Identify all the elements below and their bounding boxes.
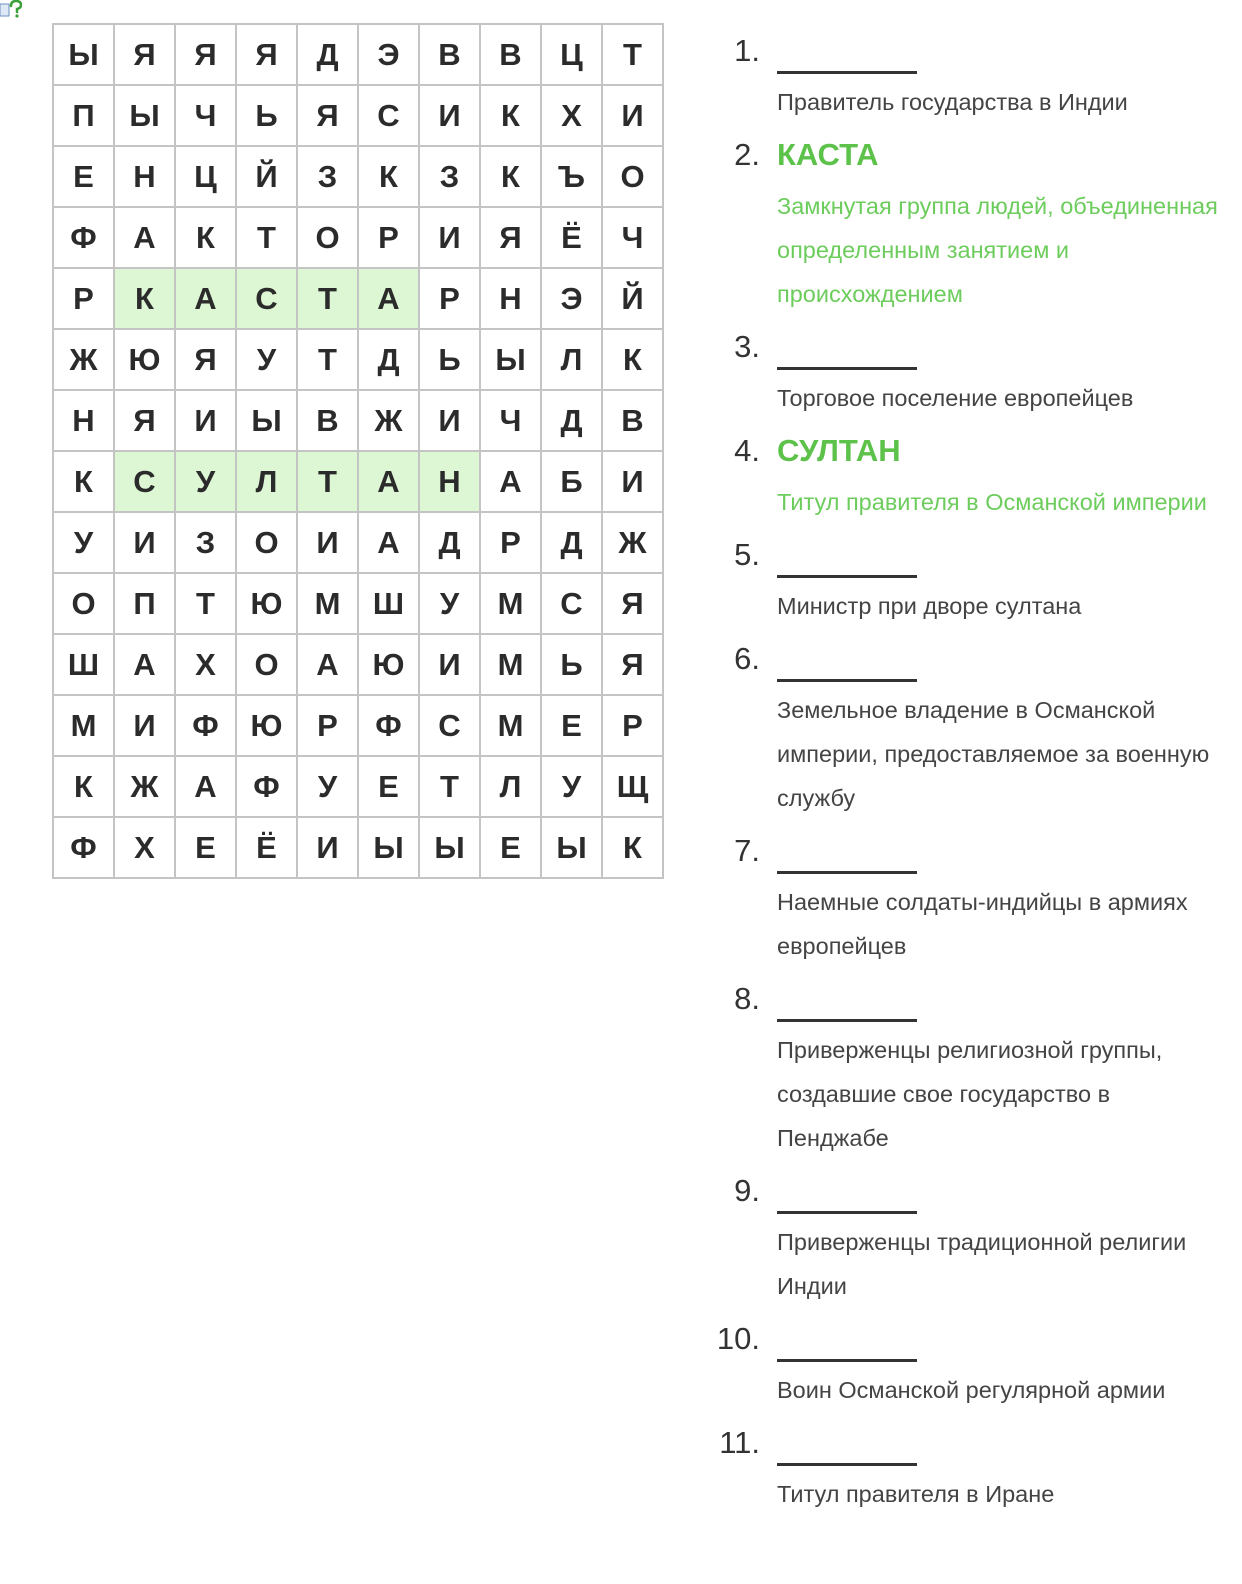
word-search-grid (52, 23, 664, 879)
grid-cell[interactable]: Х (114, 817, 175, 878)
clue-item (700, 976, 1220, 1160)
grid-cell[interactable]: О (602, 146, 663, 207)
answer-blank[interactable] (777, 28, 917, 74)
grid-cell[interactable]: У (297, 756, 358, 817)
grid-cell[interactable]: Ф (236, 756, 297, 817)
grid-cell[interactable]: Ф (175, 695, 236, 756)
grid-cell[interactable]: Ф (358, 695, 419, 756)
grid-cell[interactable]: А (175, 756, 236, 817)
grid-cell[interactable]: Ц (175, 146, 236, 207)
answer-blank[interactable] (777, 1316, 917, 1362)
grid-cell[interactable]: Я (175, 329, 236, 390)
clue-definition: Земельное владение в Османской империи, предоставляемое за военную службу (777, 697, 1210, 811)
grid-cell[interactable]: К (602, 817, 663, 878)
grid-cell-highlighted[interactable]: Л (236, 451, 297, 512)
answer-blank[interactable] (777, 828, 917, 874)
answer-blank[interactable] (777, 532, 917, 578)
grid-row (53, 329, 663, 390)
grid-cell[interactable]: В (419, 24, 480, 85)
clue-item (700, 324, 1220, 420)
grid-cell[interactable]: Д (541, 512, 602, 573)
grid-cell-highlighted[interactable]: Т (297, 451, 358, 512)
grid-cell[interactable]: Ф (53, 207, 114, 268)
grid-cell[interactable]: Я (297, 85, 358, 146)
grid-cell[interactable]: Ю (114, 329, 175, 390)
grid-cell[interactable]: П (53, 85, 114, 146)
grid-cell[interactable]: Ы (53, 24, 114, 85)
grid-cell[interactable]: И (602, 451, 663, 512)
grid-cell-highlighted[interactable]: Н (419, 451, 480, 512)
grid-row (53, 207, 663, 268)
grid-cell[interactable]: В (297, 390, 358, 451)
grid-cell[interactable]: Д (358, 329, 419, 390)
clue-item (700, 132, 1220, 316)
clue-definition: Правитель государства в Индии (777, 89, 1128, 115)
grid-cell[interactable]: Я (114, 24, 175, 85)
answer-blank[interactable] (777, 976, 917, 1022)
clue-definition: Воин Османской регулярной армии (777, 1377, 1166, 1403)
grid-cell[interactable]: И (602, 85, 663, 146)
clue-definition: Замкнутая группа людей, объединенная определенным занятием и происхождением (777, 193, 1218, 307)
grid-cell[interactable]: Д (541, 390, 602, 451)
grid-cell[interactable]: Ж (358, 390, 419, 451)
grid-cell[interactable]: М (480, 634, 541, 695)
grid-cell[interactable]: Ш (53, 634, 114, 695)
grid-cell[interactable]: С (419, 695, 480, 756)
clue-number: 2. (734, 137, 760, 172)
grid-cell[interactable]: Я (602, 573, 663, 634)
clue-item (700, 28, 1220, 124)
grid-cell[interactable]: Ъ (541, 146, 602, 207)
grid-row (53, 634, 663, 695)
clue-definition: Приверженцы традиционной религии Индии (777, 1229, 1187, 1299)
clue-answer: СУЛТАН (777, 433, 901, 468)
grid-cell[interactable]: Ц (541, 24, 602, 85)
grid-cell[interactable]: К (480, 85, 541, 146)
grid-row (53, 695, 663, 756)
grid-cell[interactable]: Е (53, 146, 114, 207)
grid-cell[interactable]: С (541, 573, 602, 634)
grid-cell[interactable]: Ж (53, 329, 114, 390)
grid-cell[interactable]: М (53, 695, 114, 756)
clue-definition: Титул правителя в Иране (777, 1481, 1055, 1507)
clue-number: 1. (734, 33, 760, 68)
grid-cell[interactable]: И (419, 634, 480, 695)
grid-cell[interactable]: З (175, 512, 236, 573)
grid-cell[interactable]: Ё (541, 207, 602, 268)
grid-cell[interactable]: Ю (236, 695, 297, 756)
grid-row (53, 85, 663, 146)
grid-cell[interactable]: И (419, 207, 480, 268)
grid-row (53, 24, 663, 85)
clue-number: 11. (719, 1425, 760, 1460)
grid-cell[interactable]: Ы (541, 817, 602, 878)
grid-cell[interactable]: Я (114, 390, 175, 451)
clue-answer: КАСТА (777, 137, 879, 172)
grid-cell-highlighted[interactable]: С (236, 268, 297, 329)
clue-definition: Министр при дворе султана (777, 593, 1082, 619)
grid-cell[interactable]: Ч (480, 390, 541, 451)
clue-number: 10. (716, 1321, 760, 1356)
grid-row (53, 146, 663, 207)
grid-cell[interactable]: Е (175, 817, 236, 878)
grid-cell[interactable]: Ы (358, 817, 419, 878)
grid-cell-highlighted[interactable]: У (175, 451, 236, 512)
clue-item (700, 636, 1220, 820)
grid-row (53, 756, 663, 817)
clue-number: 8. (734, 981, 760, 1016)
grid-cell[interactable]: Т (175, 573, 236, 634)
grid-cell[interactable]: Э (358, 24, 419, 85)
grid-cell[interactable]: О (236, 512, 297, 573)
clue-number: 9. (734, 1173, 760, 1208)
grid-row (53, 451, 663, 512)
grid-cell-highlighted[interactable]: А (358, 268, 419, 329)
grid-cell[interactable]: К (602, 329, 663, 390)
clue-item (700, 1316, 1220, 1412)
grid-cell[interactable]: У (541, 756, 602, 817)
grid-cell[interactable]: Ь (541, 634, 602, 695)
grid-cell[interactable]: Р (53, 268, 114, 329)
grid-cell[interactable]: Т (419, 756, 480, 817)
clue-number: 5. (734, 537, 760, 572)
grid-cell[interactable]: О (297, 207, 358, 268)
grid-cell[interactable]: И (297, 817, 358, 878)
grid-cell[interactable]: Ы (114, 85, 175, 146)
clue-definition: Наемные солдаты-индийцы в армиях европейцев (777, 889, 1188, 959)
grid-cell[interactable]: А (114, 207, 175, 268)
grid-cell[interactable]: А (114, 634, 175, 695)
grid-row (53, 390, 663, 451)
grid-cell[interactable]: К (53, 756, 114, 817)
grid-cell[interactable]: Ы (236, 390, 297, 451)
clue-number: 7. (734, 833, 760, 868)
grid-cell[interactable]: Ю (358, 634, 419, 695)
grid-cell-highlighted[interactable]: К (114, 268, 175, 329)
grid-cell[interactable]: Ы (480, 329, 541, 390)
grid-cell[interactable]: К (175, 207, 236, 268)
grid-row (53, 512, 663, 573)
grid-cell[interactable]: Ю (236, 573, 297, 634)
grid-cell[interactable]: Е (480, 817, 541, 878)
grid-cell[interactable]: Ё (236, 817, 297, 878)
clue-number: 6. (734, 641, 760, 676)
grid-cell[interactable]: В (602, 390, 663, 451)
grid-cell[interactable]: О (236, 634, 297, 695)
grid-cell[interactable]: У (419, 573, 480, 634)
grid-cell[interactable]: Ь (236, 85, 297, 146)
clue-definition: Приверженцы религиозной группы, создавшие свое государство в Пенджабе (777, 1037, 1163, 1151)
grid-cell[interactable]: Ч (602, 207, 663, 268)
answer-blank[interactable] (777, 636, 917, 682)
grid-cell[interactable]: И (114, 512, 175, 573)
clue-item (700, 1168, 1220, 1308)
grid-cell[interactable]: И (114, 695, 175, 756)
grid-cell[interactable]: Р (480, 512, 541, 573)
grid-cell[interactable]: М (480, 695, 541, 756)
grid-cell[interactable]: Н (53, 390, 114, 451)
grid-cell[interactable]: Р (419, 268, 480, 329)
grid-cell[interactable]: К (480, 146, 541, 207)
grid-cell-highlighted[interactable]: С (114, 451, 175, 512)
grid-row (53, 817, 663, 878)
grid-cell[interactable]: И (419, 390, 480, 451)
grid-cell[interactable]: В (480, 24, 541, 85)
grid-cell[interactable]: А (297, 634, 358, 695)
grid-cell[interactable]: Э (541, 268, 602, 329)
grid-cell[interactable]: Т (236, 207, 297, 268)
grid-cell[interactable]: А (480, 451, 541, 512)
grid-cell[interactable]: Л (480, 756, 541, 817)
help-question-icon[interactable] (0, 0, 22, 18)
grid-cell[interactable]: Н (114, 146, 175, 207)
grid-cell[interactable]: Й (602, 268, 663, 329)
grid-cell[interactable]: Х (175, 634, 236, 695)
grid-cell[interactable]: М (480, 573, 541, 634)
grid-cell[interactable]: Я (175, 24, 236, 85)
clue-number: 3. (734, 329, 760, 364)
grid-cell[interactable]: И (419, 85, 480, 146)
answer-blank[interactable] (777, 1420, 917, 1466)
clue-item (700, 828, 1220, 968)
grid-cell[interactable]: У (236, 329, 297, 390)
grid-cell-highlighted[interactable]: А (175, 268, 236, 329)
grid-cell[interactable]: Щ (602, 756, 663, 817)
grid-cell[interactable]: Р (602, 695, 663, 756)
grid-cell[interactable]: Е (358, 756, 419, 817)
grid-cell[interactable]: Н (480, 268, 541, 329)
clue-list (700, 28, 1220, 1524)
grid-row (53, 268, 663, 329)
clue-definition: Титул правителя в Османской империи (777, 489, 1207, 515)
grid-cell[interactable]: Т (602, 24, 663, 85)
clue-number: 4. (734, 433, 760, 468)
grid-cell[interactable]: И (175, 390, 236, 451)
grid-cell[interactable]: Л (541, 329, 602, 390)
grid-cell[interactable]: Я (480, 207, 541, 268)
grid-cell[interactable]: У (53, 512, 114, 573)
grid-cell[interactable]: Ж (602, 512, 663, 573)
grid-cell[interactable]: И (297, 512, 358, 573)
grid-cell[interactable]: О (53, 573, 114, 634)
grid-cell-highlighted[interactable]: А (358, 451, 419, 512)
grid-cell[interactable]: К (53, 451, 114, 512)
grid-cell[interactable]: Д (297, 24, 358, 85)
grid-cell[interactable]: Т (297, 329, 358, 390)
grid-cell[interactable]: Б (541, 451, 602, 512)
grid-cell[interactable]: Ч (175, 85, 236, 146)
grid-cell[interactable]: Р (358, 207, 419, 268)
grid-cell[interactable]: Х (541, 85, 602, 146)
answer-blank[interactable] (777, 324, 917, 370)
grid-cell[interactable]: Ф (53, 817, 114, 878)
grid-cell[interactable]: Й (236, 146, 297, 207)
grid-cell[interactable]: С (358, 85, 419, 146)
grid-cell[interactable]: М (297, 573, 358, 634)
grid-cell[interactable]: П (114, 573, 175, 634)
answer-blank[interactable] (777, 1168, 917, 1214)
grid-cell[interactable]: А (358, 512, 419, 573)
clue-item (700, 428, 1220, 524)
grid-cell[interactable]: Я (602, 634, 663, 695)
grid-cell[interactable]: З (297, 146, 358, 207)
grid-cell[interactable]: Я (236, 24, 297, 85)
grid-cell[interactable]: Ш (358, 573, 419, 634)
clue-item (700, 1420, 1220, 1516)
clue-definition: Торговое поселение европейцев (777, 385, 1134, 411)
grid-cell[interactable]: Е (541, 695, 602, 756)
grid-row (53, 573, 663, 634)
grid-cell[interactable]: Р (297, 695, 358, 756)
grid-cell-highlighted[interactable]: Т (297, 268, 358, 329)
grid-cell[interactable]: З (419, 146, 480, 207)
grid-cell[interactable]: Ь (419, 329, 480, 390)
clue-item (700, 532, 1220, 628)
grid-cell[interactable]: Ы (419, 817, 480, 878)
grid-cell[interactable]: Ж (114, 756, 175, 817)
grid-cell[interactable]: К (358, 146, 419, 207)
grid-cell[interactable]: Д (419, 512, 480, 573)
